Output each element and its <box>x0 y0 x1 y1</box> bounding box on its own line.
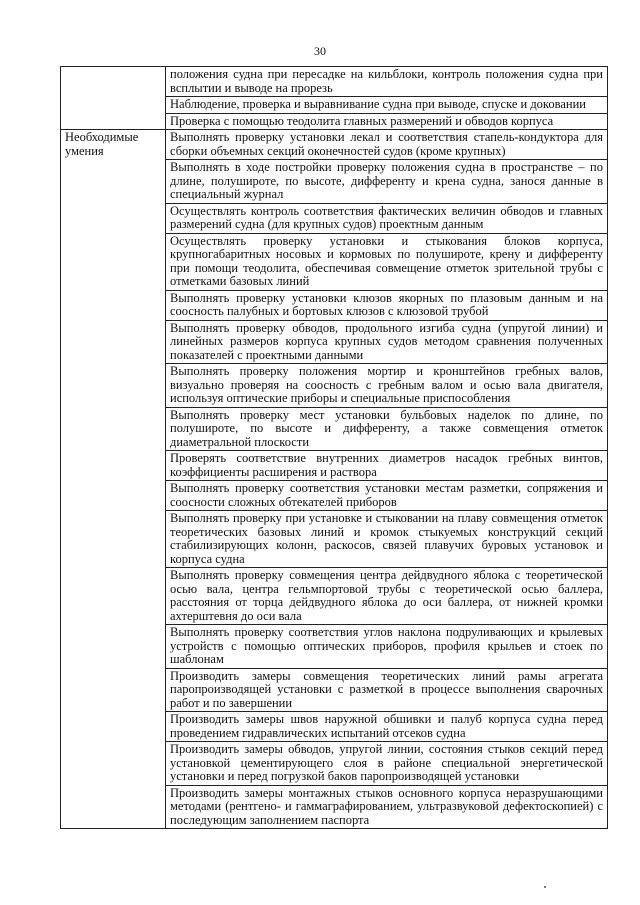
skill-item: Производить замеры монтажных стыков основного корпуса неразрушающими методами (рентгено- и гаммаграфированием, ультразвуковой дефектоскопией) с последующим заполнением паспорта <box>166 785 608 829</box>
skill-item: Выполнять в ходе постройки проверку положения судна в пространстве – по длине, полуширoте, по высоте, дифференту и крена судна, занося данные в специальный журнал <box>166 160 608 204</box>
skill-item: Выполнять проверку соответствия углов наклона подруливающих и крылевых устройств с помощью оптических приборов, профиля крыльев и стоек по шаблонам <box>166 625 608 669</box>
skills-table <box>60 66 608 829</box>
section-label: Необходимые умения <box>61 130 166 829</box>
skill-item: Осуществлять проверку установки и стыкования блоков корпуса, крупногабаритных носовых и кормовых по полуширoте, крену и дифференту при помощи теодолита, обеспечивая совмещение отметок зрительной трубы с отметками базовых линий <box>166 233 608 290</box>
skill-item: Выполнять проверку при установке и стыковании на плаву совмещения отметок теоретических базовых линий и кромок стыкуемых конструкций секций стабилизирующих колонн, раскосов, связей плавучих буровых установок и корпуса судна <box>166 511 608 568</box>
skill-item: Выполнять проверку мест установки бульбовых наделок по длине, по полуширoте, по высоте и дифференту, а также совмещения отметок диаметральной плоскости <box>166 407 608 451</box>
scan-speck <box>544 886 546 888</box>
skill-item: Проверять соответствие внутренних диаметров насадок гребных винтов, коэффициенты расширения и раствора <box>166 451 608 481</box>
skill-item: Производить замеры совмещения теоретических линий рамы агрегата паропроизводящей установки с разметкой в процессе выполнения сварочных работ и по завершении <box>166 668 608 712</box>
skill-item: Выполнять проверку соответствия установки местам разметки, сопряжения и соосности сложных обтекателей приборов <box>166 481 608 511</box>
table-row <box>61 67 608 97</box>
table-row <box>61 130 608 160</box>
skill-item: Осуществлять контроль соответствия фактических величин обводов и главных размерений судна (для крупных судов) проектным данным <box>166 203 608 233</box>
skill-item: Выполнять проверку обводов, продольного изгиба судна (упругой линии) и линейных размеров корпуса крупных судов методом сравнения полученных показателей с проектными данными <box>166 320 608 364</box>
skill-item: Производить замеры обводов, упругой линии, состояния стыков секций перед установкой цементирующего слоя в районе специальной энергетической установки и перед погрузкой баков паропроизводящей установки <box>166 742 608 786</box>
table-cell: положения судна при пересадке на кильблоки, контроль положения судна при всплытии и выводе на прорезь <box>166 67 608 97</box>
skill-item: Выполнять проверку положения мортир и кронштейнов гребных валов, визуально проверяя на соосность с гребным валом и осью вала двигателя, используя оптические приборы и специальные приспособления <box>166 364 608 408</box>
skill-item: Выполнять проверку установки лекал и соответствия стапель-кондуктора для сборки объемных секций оконечностей судов (кроме крупных) <box>166 130 608 160</box>
skill-item: Производить замеры швов наружной обшивки и палуб корпуса судна перед проведением гидравлических испытаний отсеков судна <box>166 712 608 742</box>
table-cell: Наблюдение, проверка и выравнивание судна при выводе, спуске и доковании <box>166 97 608 114</box>
page-number: 30 <box>314 44 326 58</box>
skill-item: Выполнять проверку установки клюзов якорных по плазовым данным и на соосность палубных и бортовых клюзов с клюзовой трубой <box>166 290 608 320</box>
table-cell: Проверка с помощью теодолита главных размерений и обводов корпуса <box>166 113 608 130</box>
skill-item: Выполнять проверку совмещения центра дейдвудного яблока с теоретической осью вала, центра гельмпортовой трубы с теоретической осью баллера, расстояния от торца дейдвудного яблока до оси баллера, от нижней кромки ахтерштевня до оси вала <box>166 568 608 625</box>
empty-label-cell <box>61 67 166 130</box>
